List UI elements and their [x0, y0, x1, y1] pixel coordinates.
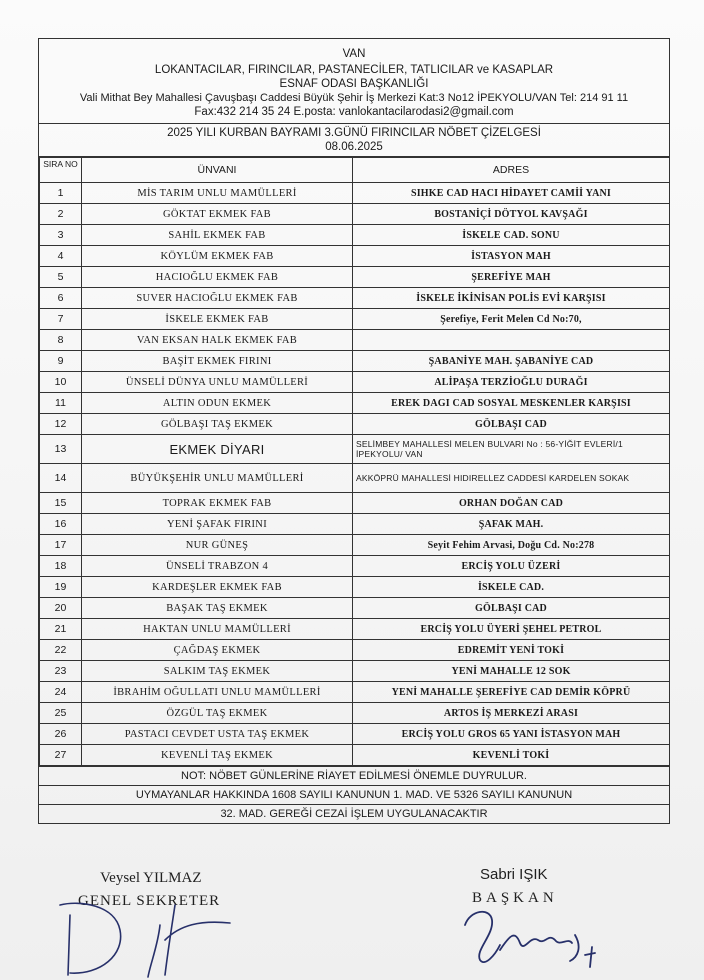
row-number: 8: [40, 330, 82, 351]
row-number: 1: [40, 183, 82, 204]
table-row: [40, 372, 670, 393]
row-unvan: İBRAHİM OĞULLATI UNLU MAMÜLLERİ: [82, 682, 353, 703]
row-unvan: ÜNSELİ DÜNYA UNLU MAMÜLLERİ: [82, 372, 353, 393]
row-number: 23: [40, 661, 82, 682]
row-number: 7: [40, 309, 82, 330]
header-org-line1: LOKANTACILAR, FIRINCILAR, PASTANECİLER, TATLICILAR ve KASAPLAR: [154, 64, 554, 76]
row-number: 27: [40, 745, 82, 766]
right-signatory-name: Sabri IŞIK: [480, 866, 548, 883]
row-number: 4: [40, 246, 82, 267]
row-number: 6: [40, 288, 82, 309]
row-adres: SIHKE CAD HACI HİDAYET CAMİİ YANI: [353, 183, 670, 204]
row-number: 16: [40, 514, 82, 535]
row-adres: Seyit Fehim Arvasi, Doğu Cd. No:278: [353, 535, 670, 556]
table-body: [40, 183, 670, 766]
header-city: VAN: [342, 48, 366, 60]
row-adres: İSKELE CAD.: [353, 577, 670, 598]
row-unvan: GÖLBAŞI TAŞ EKMEK: [82, 414, 353, 435]
row-adres: KEVENLİ TOKİ: [353, 745, 670, 766]
row-adres: Şerefiye, Ferit Melen Cd No:70,: [353, 309, 670, 330]
header-fax-email: Fax:432 214 35 24 E.posta: vanlokantacilarodasi2@gmail.com: [194, 106, 514, 118]
row-unvan: SAHİL EKMEK FAB: [82, 225, 353, 246]
schedule-sheet: [38, 38, 670, 824]
row-unvan: MİS TARIM UNLU MAMÜLLERİ: [82, 183, 353, 204]
row-adres: EREK DAGI CAD SOSYAL MESKENLER KARŞISI: [353, 393, 670, 414]
row-unvan: GÖKTAT EKMEK FAB: [82, 204, 353, 225]
row-adres: ALİPAŞA TERZİOĞLU DURAĞI: [353, 372, 670, 393]
row-adres: YENİ MAHALLE ŞEREFİYE CAD DEMİR KÖPRÜ: [353, 682, 670, 703]
notes-block: [39, 766, 669, 823]
row-adres: SELİMBEY MAHALLESİ MELEN BULVARI No : 56-YİĞİT EVLERİ/1 İPEKYOLU/ VAN: [353, 435, 670, 464]
row-number: 24: [40, 682, 82, 703]
row-number: 14: [40, 464, 82, 493]
row-unvan: KARDEŞLER EKMEK FAB: [82, 577, 353, 598]
table-row: [40, 464, 670, 493]
table-row: [40, 351, 670, 372]
row-adres: AKKÖPRÜ MAHALLESİ HIDIRELLEZ CADDESİ KARDELEN SOKAK: [353, 464, 670, 493]
row-unvan: TOPRAK EKMEK FAB: [82, 493, 353, 514]
table-row: [40, 724, 670, 745]
left-signature: [40, 895, 240, 980]
row-unvan: BAŞAK TAŞ EKMEK: [82, 598, 353, 619]
table-row: [40, 556, 670, 577]
row-adres: GÖLBAŞI CAD: [353, 414, 670, 435]
row-number: 22: [40, 640, 82, 661]
row-unvan: İSKELE EKMEK FAB: [82, 309, 353, 330]
note-line: UYMAYANLAR HAKKINDA 1608 SAYILI KANUNUN 1. MAD. VE 5326 SAYILI KANUNUN: [39, 786, 669, 805]
row-unvan: SUVER HACIOĞLU EKMEK FAB: [82, 288, 353, 309]
row-unvan: BÜYÜKŞEHİR UNLU MAMÜLLERİ: [82, 464, 353, 493]
column-header-unvan: ÜNVANI: [82, 158, 353, 183]
note-line: NOT: NÖBET GÜNLERİNE RİAYET EDİLMESİ ÖNEMLE DUYRULUR.: [39, 767, 669, 786]
row-unvan: ALTIN ODUN EKMEK: [82, 393, 353, 414]
row-adres: ERCİŞ YOLU ÜZERİ: [353, 556, 670, 577]
row-number: 10: [40, 372, 82, 393]
row-adres: ŞAFAK MAH.: [353, 514, 670, 535]
row-unvan: PASTACI CEVDET USTA TAŞ EKMEK: [82, 724, 353, 745]
row-adres: ERCİŞ YOLU ÜYERİ ŞEHEL PETROL: [353, 619, 670, 640]
title-date: 08.06.2025: [325, 141, 383, 153]
column-header-adres: ADRES: [353, 158, 670, 183]
table-row: [40, 619, 670, 640]
row-number: 12: [40, 414, 82, 435]
row-unvan: EKMEK DİYARI: [82, 435, 353, 464]
table-row: [40, 661, 670, 682]
table-row: [40, 330, 670, 351]
row-unvan: BAŞİT EKMEK FIRINI: [82, 351, 353, 372]
left-signatory-title: GENEL SEKRETER: [78, 893, 221, 909]
table-row: [40, 183, 670, 204]
row-adres: GÖLBAŞI CAD: [353, 598, 670, 619]
table-row: [40, 225, 670, 246]
table-row: [40, 493, 670, 514]
row-number: 18: [40, 556, 82, 577]
row-unvan: SALKIM TAŞ EKMEK: [82, 661, 353, 682]
row-unvan: ÖZGÜL TAŞ EKMEK: [82, 703, 353, 724]
row-adres: ARTOS İŞ MERKEZİ ARASI: [353, 703, 670, 724]
row-adres: ŞABANİYE MAH. ŞABANİYE CAD: [353, 351, 670, 372]
row-number: 26: [40, 724, 82, 745]
right-signature: [450, 895, 610, 975]
table-header-row: [40, 158, 670, 183]
table-row: [40, 288, 670, 309]
row-unvan: HAKTAN UNLU MAMÜLLERİ: [82, 619, 353, 640]
document-header: [39, 39, 669, 124]
right-signatory-title: BAŞKAN: [472, 890, 558, 906]
row-adres: ŞEREFİYE MAH: [353, 267, 670, 288]
header-org-line2: ESNAF ODASI BAŞKANLIĞI: [279, 78, 429, 90]
table-row: [40, 435, 670, 464]
row-unvan: KEVENLİ TAŞ EKMEK: [82, 745, 353, 766]
table-row: [40, 703, 670, 724]
row-number: 17: [40, 535, 82, 556]
row-adres: [353, 330, 670, 351]
row-number: 15: [40, 493, 82, 514]
schedule-title: [39, 124, 669, 157]
row-unvan: KÖYLÜM EKMEK FAB: [82, 246, 353, 267]
row-unvan: ÜNSELİ TRABZON 4: [82, 556, 353, 577]
table-row: [40, 682, 670, 703]
table-row: [40, 514, 670, 535]
row-adres: ORHAN DOĞAN CAD: [353, 493, 670, 514]
column-header-sira: SIRA NO: [40, 158, 82, 183]
table-row: [40, 267, 670, 288]
row-adres: EDREMİT YENİ TOKİ: [353, 640, 670, 661]
schedule-table: [39, 157, 670, 766]
row-number: 5: [40, 267, 82, 288]
table-row: [40, 640, 670, 661]
row-unvan: NUR GÜNEŞ: [82, 535, 353, 556]
row-number: 9: [40, 351, 82, 372]
row-unvan: YENİ ŞAFAK FIRINI: [82, 514, 353, 535]
row-adres: İSTASYON MAH: [353, 246, 670, 267]
title-line: 2025 YILI KURBAN BAYRAMI 3.GÜNÜ FIRINCILAR NÖBET ÇİZELGESİ: [167, 127, 541, 139]
row-adres: İSKELE İKİNİSAN POLİS EVİ KARŞISI: [353, 288, 670, 309]
row-number: 20: [40, 598, 82, 619]
table-row: [40, 577, 670, 598]
row-unvan: HACIOĞLU EKMEK FAB: [82, 267, 353, 288]
row-unvan: VAN EKSAN HALK EKMEK FAB: [82, 330, 353, 351]
row-unvan: ÇAĞDAŞ EKMEK: [82, 640, 353, 661]
row-adres: ERCİŞ YOLU GROS 65 YANI İSTASYON MAH: [353, 724, 670, 745]
row-number: 19: [40, 577, 82, 598]
table-row: [40, 204, 670, 225]
left-signatory-name: Veysel YILMAZ: [100, 870, 202, 886]
table-row: [40, 309, 670, 330]
table-row: [40, 393, 670, 414]
row-number: 25: [40, 703, 82, 724]
row-number: 11: [40, 393, 82, 414]
table-row: [40, 598, 670, 619]
table-row: [40, 246, 670, 267]
row-adres: İSKELE CAD. SONU: [353, 225, 670, 246]
table-row: [40, 745, 670, 766]
table-row: [40, 414, 670, 435]
row-number: 2: [40, 204, 82, 225]
row-adres: YENİ MAHALLE 12 SOK: [353, 661, 670, 682]
header-address: Vali Mithat Bey Mahallesi Çavuşbaşı Caddesi Büyük Şehir İş Merkezi Kat:3 No12 İPEKYOLU/VAN Tel: 214 91 11: [79, 92, 629, 104]
note-line: 32. MAD. GEREĞİ CEZAİ İŞLEM UYGULANACAKTIR: [220, 808, 488, 820]
table-row: [40, 535, 670, 556]
row-number: 3: [40, 225, 82, 246]
row-number: 13: [40, 435, 82, 464]
row-number: 21: [40, 619, 82, 640]
row-adres: BOSTANİÇİ DÖTYOL KAVŞAĞI: [353, 204, 670, 225]
